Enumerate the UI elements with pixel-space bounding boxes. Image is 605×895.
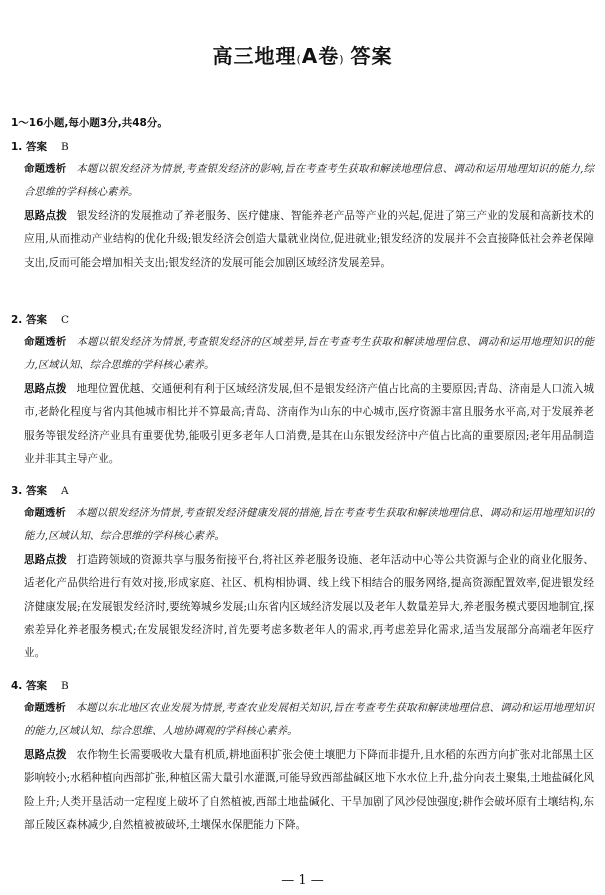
question-3-analysis-label: 命题透析 <box>24 507 66 519</box>
question-1-analysis-label: 命题透析 <box>24 163 67 175</box>
question-4-thinking <box>24 744 594 837</box>
question-1-thinking-label: 思路点拨 <box>24 210 67 222</box>
section-intro: 1～16小题,每小题3分,共48分。 <box>11 117 168 129</box>
question-2-header <box>11 312 69 327</box>
question-2-answer: C <box>60 314 69 326</box>
question-2-thinking-text: 地理位置优越、交通便利有利于区域经济发展,但不是银发经济产值占比高的主要原因;青岛、济南是人口流入城市,老龄化程度与省内其他城市相比并不算最高;青岛、济南作为山东的中心城市,医疗资源丰富且服务水平高,对于发展养老服务等银发经济产业具有重要优势,能吸引更多老年人口消费,是其在山东银发经济中产值占比高的重要原因;老年用品制造业并非其主导产业。 <box>24 383 595 465</box>
question-3-analysis-text: 本题以银发经济为情景,考查银发经济健康发展的措施,旨在考查考生获取和解读地理信息、调动和运用地理知识的能力,区域认知、综合思维的学科核心素养。 <box>24 507 594 543</box>
title-suffix: 答案 <box>350 44 393 68</box>
question-4-analysis-label: 命题透析 <box>24 702 66 714</box>
question-1-thinking <box>24 205 594 275</box>
question-4-analysis <box>24 697 594 744</box>
question-3-number: 3. 答案 <box>11 485 47 497</box>
question-3-thinking-label: 思路点拨 <box>24 554 67 566</box>
question-3-thinking-text: 打造跨领域的资源共享与服务衔接平台,将社区养老服务设施、老年活动中心等公共资源与企业的商业化服务、适老化产品供给进行有效对接,形成家庭、社区、机构相协调、线上线下相结合的服务网络,提高资源配置效率,促进银发经济健康发展;在发展银发经济时,要统筹城乡发展;山东省内区域经济发展以及老年人数量差异大,养老服务模式要因地制宜,探索差异化养老服务模式;在发展银发经济时,首先要考虑多数老年人的需求,再考虑差异化需求,适当发展部分高端老年医疗业。 <box>24 554 594 660</box>
question-1-header <box>11 139 69 154</box>
question-4-thinking-label: 思路点拨 <box>24 749 67 761</box>
question-2-number: 2. 答案 <box>11 314 47 326</box>
question-4-analysis-text: 本题以东北地区农业发展为情景,考查农业发展相关知识,旨在考查考生获取和解读地理信息、调动和运用地理知识的能力,区域认知、综合思维、人地协调观的学科核心素养。 <box>24 702 594 738</box>
question-3-header <box>11 483 69 498</box>
question-4-header <box>11 678 69 693</box>
question-2-analysis-text: 本题以银发经济为情景,考查银发经济的区域差异,旨在考查考生获取和解读地理信息、调动和运用地理知识的能力,区域认知、综合思维的学科核心素养。 <box>24 336 595 372</box>
question-1-analysis <box>24 158 594 205</box>
question-2-analysis-label: 命题透析 <box>24 336 67 348</box>
question-4-answer: B <box>60 680 69 692</box>
question-2-thinking-label: 思路点拨 <box>24 383 67 395</box>
question-2-analysis <box>24 331 594 378</box>
question-1-answer: B <box>60 141 69 153</box>
title-paren-open: ( <box>296 53 302 66</box>
question-2-thinking <box>24 378 594 471</box>
question-1-number: 1. 答案 <box>11 141 47 153</box>
question-3-thinking <box>24 549 594 665</box>
question-3-answer: A <box>60 485 69 497</box>
title-prefix: 高三地理 <box>212 44 297 68</box>
page-number: — 1 — <box>281 873 324 888</box>
question-4-thinking-text: 农作物生长需要吸收大量有机质,耕地面积扩张会使土壤肥力下降而非提升,且水稻的东西方向扩张对北部黑土区影响较小;水稻种植向西部扩张,种植区需大量引水灌溉,可能导致西部盐碱区地下水水位上升,盐分向表土聚集,土地盐碱化风险上升;人类开垦活动一定程度上破坏了自然植被,西部土地盐碱化、干旱加剧了风沙侵蚀强度;耕作会破坏原有土壤结构,东部丘陵区森林减少,自然植被被破坏,土壤保水保肥能力下降。 <box>24 749 595 831</box>
question-1-thinking-text: 银发经济的发展推动了养老服务、医疗健康、智能养老产品等产业的兴起,促进了第三产业的发展和高新技术的应用,从而推动产业结构的优化升级;银发经济会创造大量就业岗位,促进就业;银发经济的发展并不会直接降低社会养老保障支出,反而可能会增加相关支出;银发经济的发展可能会加剧区域经济发展差异。 <box>24 210 594 269</box>
question-3-analysis <box>24 502 594 549</box>
question-1-analysis-text: 本题以银发经济为情景,考查银发经济的影响,旨在考查考生获取和解读地理信息、调动和运用地理知识的能力,综合思维的学科核心素养。 <box>24 163 595 199</box>
title-edition: A卷 <box>301 44 340 68</box>
page-title <box>0 40 605 69</box>
title-paren-close: ) <box>339 53 345 66</box>
question-4-number: 4. 答案 <box>11 680 47 692</box>
